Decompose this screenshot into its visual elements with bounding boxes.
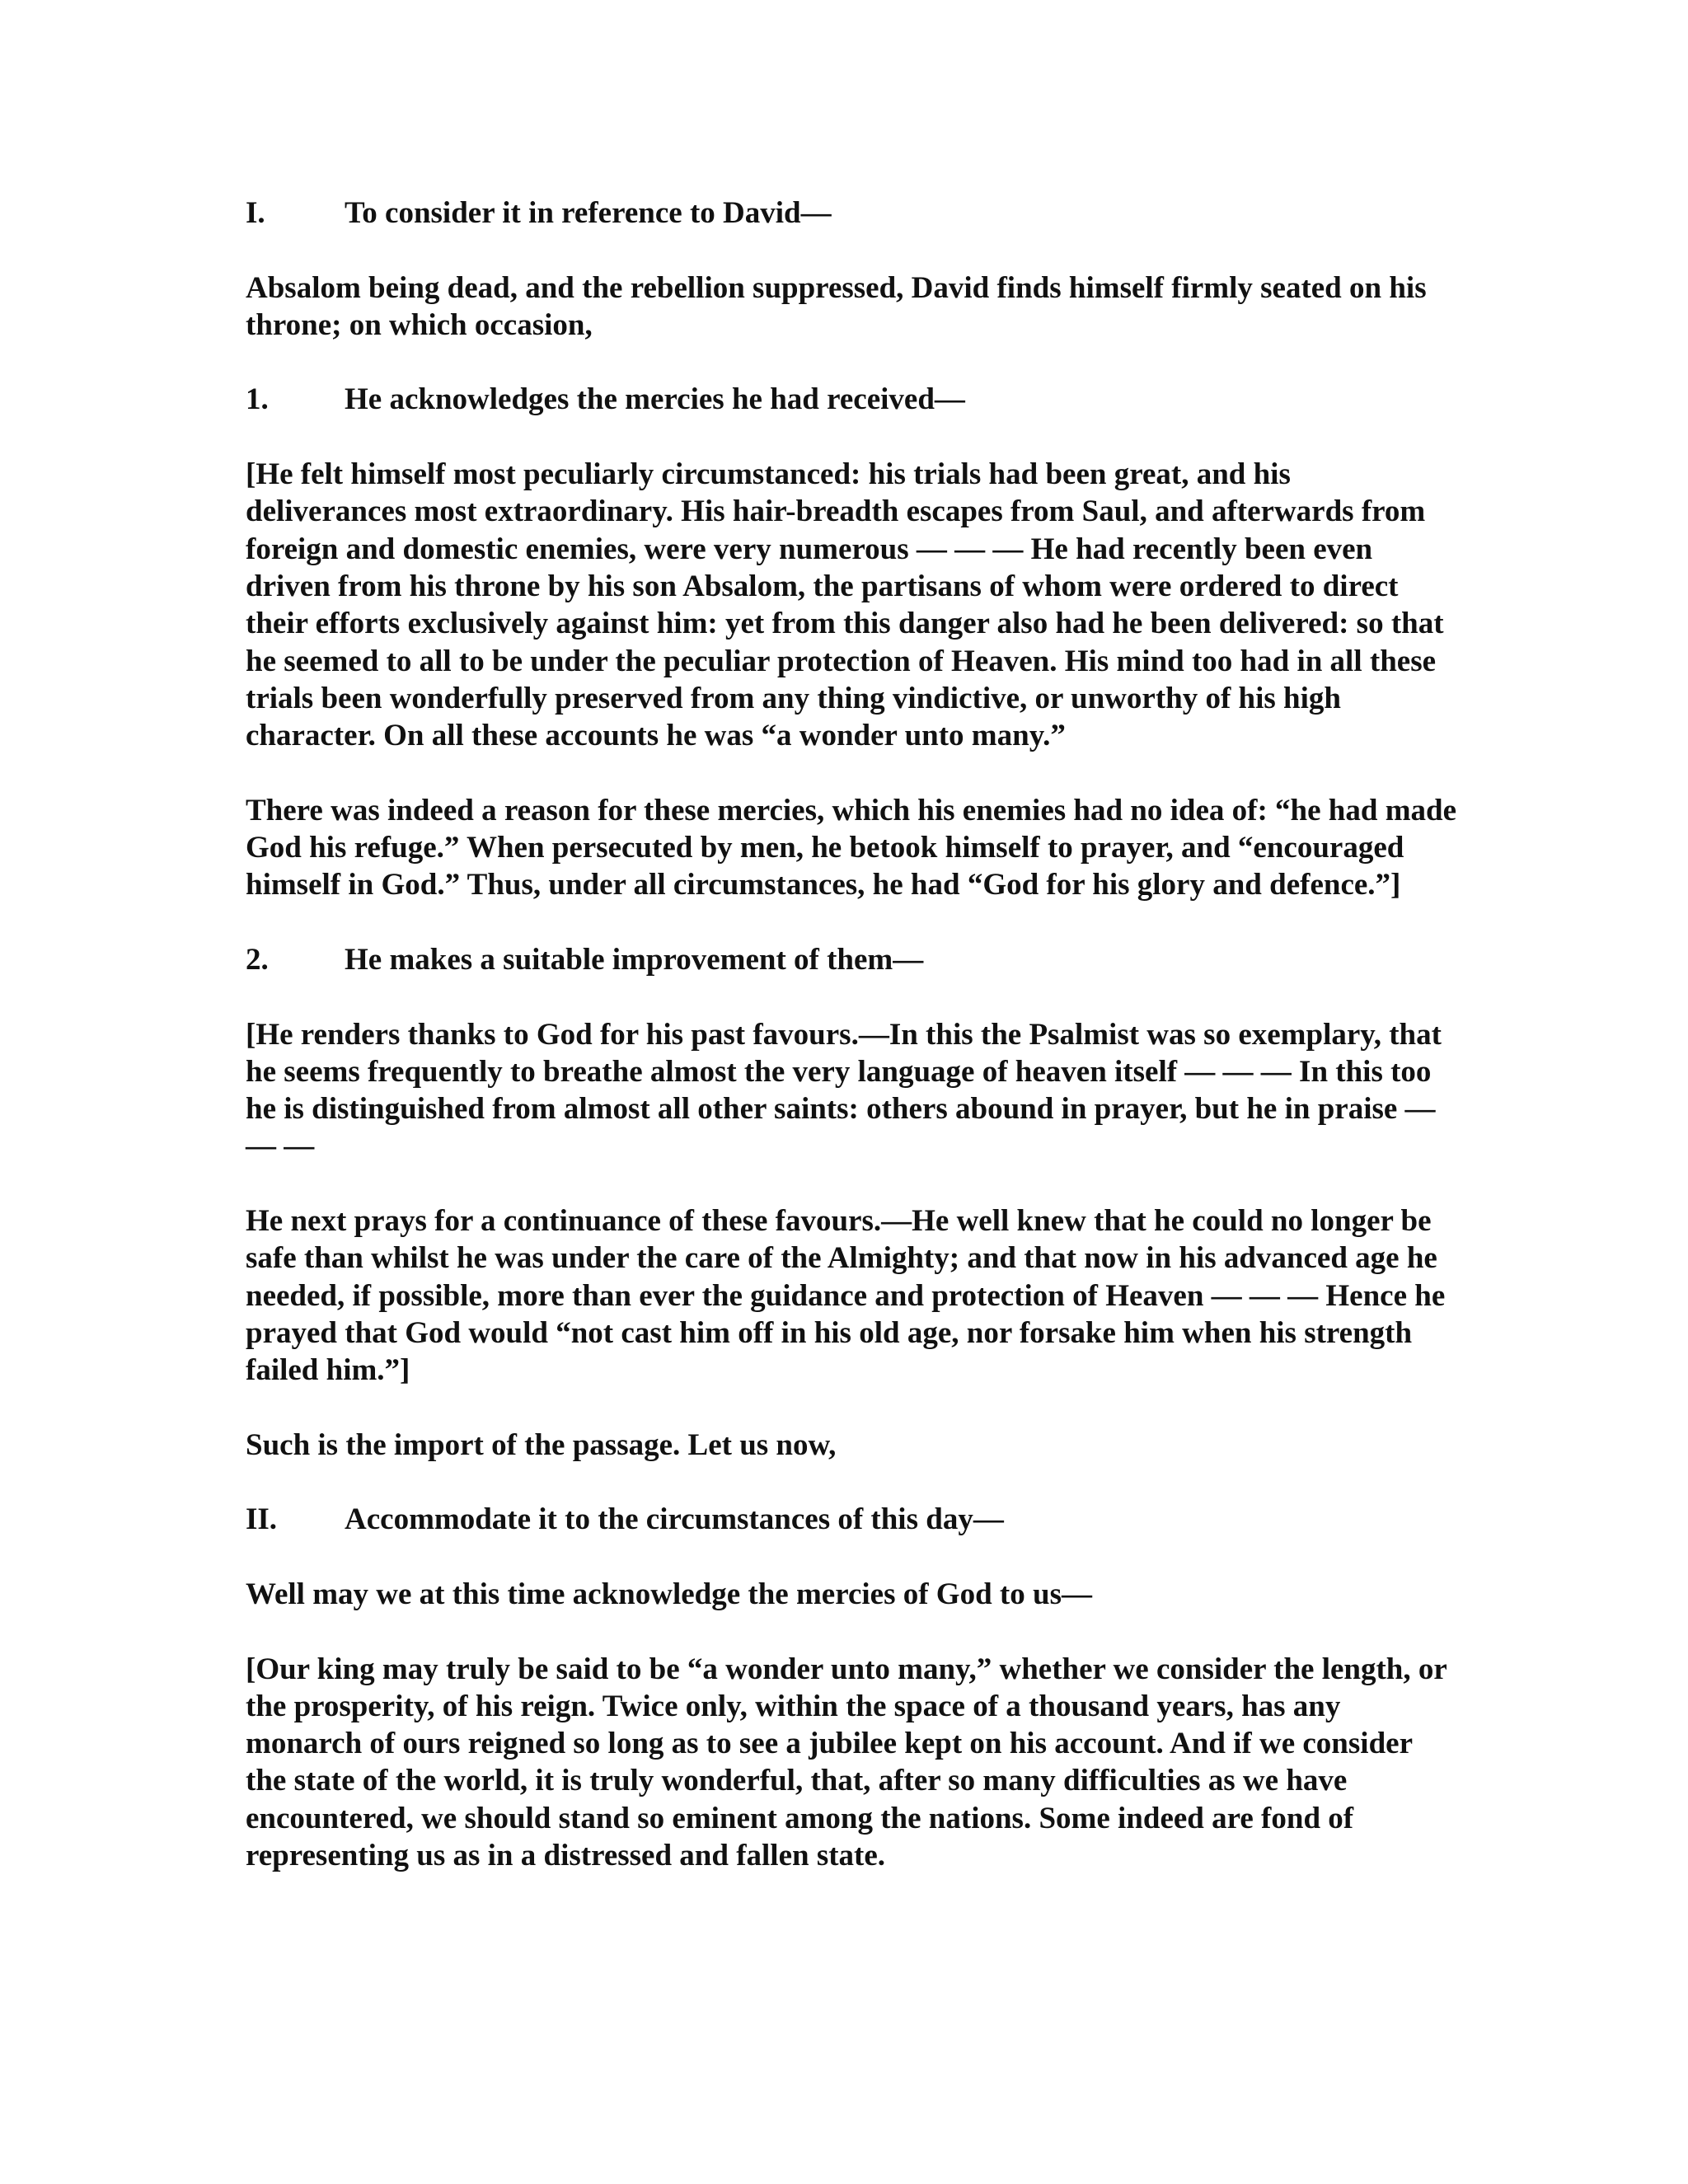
heading-number: 2.	[246, 942, 269, 977]
heading-number: 1.	[246, 382, 269, 417]
paragraph: [He felt himself most peculiarly circumstanced: his trials had been great, and his deliverances most extraordinary. His hair-breadth escapes from Saul, and afterwards from foreign and domestic enemies, were very numerous — — — He had recently been even driven from his throne by his son Absalom, the partisans of whom were ordered to direct their efforts exclusively against him: yet from this danger also had he been delivered: so that he seemed to all to be under the peculiar protection of Heaven. His mind too had in all these trials been wonderfully preserved from any thing vindictive, or unworthy of his high character. On all these accounts he was “a wonder unto many.”	[246, 457, 1444, 753]
paragraph: There was indeed a reason for these mercies, which his enemies had no idea of: “he had made God his refuge.” When persecuted by men, he betook himself to prayer, and “encouraged himself in God.” Thus, under all circumstances, he had “God for his glory and defence.”]	[246, 793, 1457, 902]
subheading-2	[246, 941, 1457, 978]
paragraph: Such is the import of the passage. Let us now,	[246, 1427, 837, 1462]
heading-number: I.	[246, 196, 265, 230]
section-heading-2	[246, 1501, 1457, 1538]
paragraph: Absalom being dead, and the rebellion suppressed, David finds himself firmly seated on his throne; on which occasion,	[246, 270, 1427, 342]
heading-number: II.	[246, 1502, 278, 1537]
paragraph: He next prays for a continuance of these favours.—He well knew that he could no longer be safe than whilst he was under the care of the Almighty; and that now in his advanced age he needed, if possible, more than ever the guidance and protection of Heaven — — — Hence he prayed that God would “not cast him off in his old age, nor forsake him when his strength failed him.”]	[246, 1204, 1446, 1388]
paragraph: Well may we at this time acknowledge the mercies of God to us—	[246, 1577, 1092, 1611]
section-heading-1	[246, 194, 1457, 232]
paragraph: [He renders thanks to God for his past favours.—In this the Psalmist was so exemplary, that he seems frequently to breathe almost the very language of heaven itself — — — In this too he is distinguished from almost all other saints: others abound in prayer, but he in praise — — —	[246, 1017, 1442, 1164]
subheading-1	[246, 381, 1457, 418]
heading-text: He acknowledges the mercies he had received—	[345, 382, 965, 417]
paragraph: [Our king may truly be said to be “a wonder unto many,” whether we consider the length, or the prosperity, of his reign. Twice only, within the space of a thousand years, has any monarch of ours reigned so long as to see a jubilee kept on his account. And if we consider the state of the world, it is truly wonderful, that, after so many difficulties as we have encountered, we should stand so eminent among the nations. Some indeed are fond of representing us as in a distressed and fallen state.	[246, 1652, 1447, 1873]
document-page	[246, 194, 1457, 1874]
heading-text: To consider it in reference to David—	[345, 196, 832, 230]
heading-text: Accommodate it to the circumstances of this day—	[345, 1502, 1004, 1537]
heading-text: He makes a suitable improvement of them—	[345, 942, 924, 977]
